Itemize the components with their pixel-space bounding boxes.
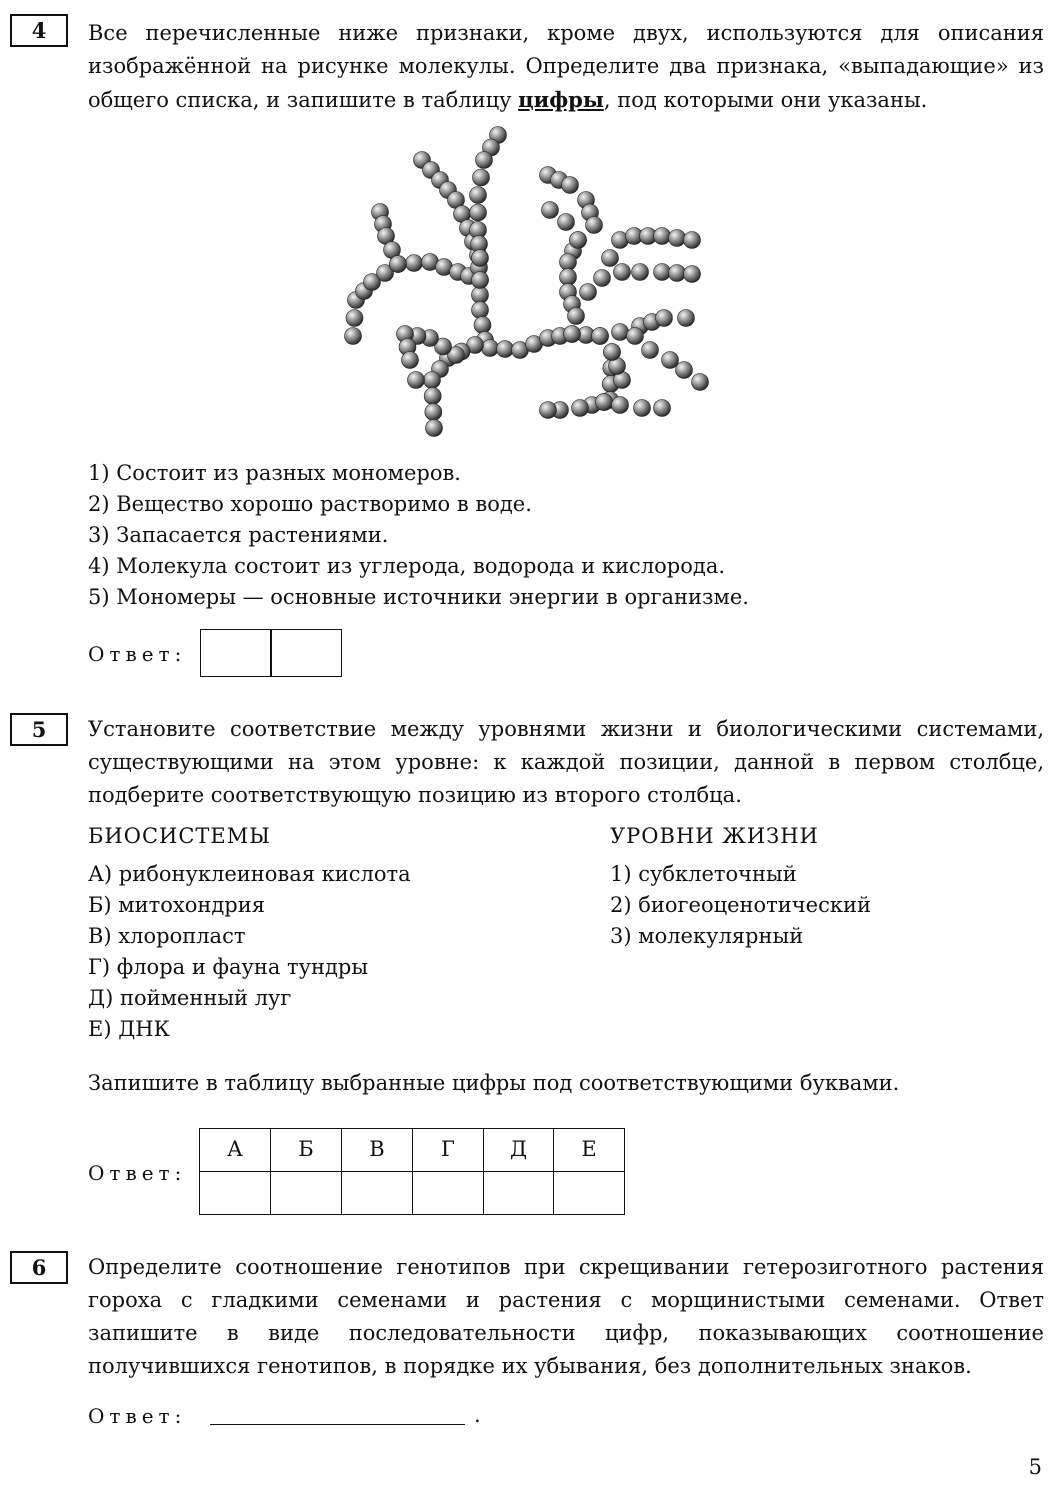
monomer-bead: [656, 310, 673, 327]
monomer-bead: [470, 187, 487, 204]
question-6-text: Определите соотношение генотипов при скрещивании гетерозиготного растения гороха с гладкими семенами и растения с морщинистыми семенами. Ответ запишите в виде последовательности цифр, показывающих соотношение получившихся генотипов, в порядке их убывания, без дополнительных знаков.: [88, 1255, 1044, 1378]
monomer-bead: [612, 397, 629, 414]
question-number-6: 6: [10, 1251, 68, 1284]
question-number-4: 4: [10, 14, 68, 47]
monomer-bead: [482, 340, 499, 357]
monomer-bead: [614, 264, 631, 281]
q6-answer-label: Ответ:: [88, 1404, 187, 1428]
monomer-bead: [560, 269, 577, 286]
monomer-bead: [692, 374, 709, 391]
monomer-bead: [612, 324, 629, 341]
monomer-bead: [678, 310, 695, 327]
monomer-bead: [476, 152, 493, 169]
q5-instruction: Запишите в таблицу выбранные цифры под соответствующими буквами.: [88, 1071, 900, 1095]
monomer-bead: [570, 232, 587, 249]
monomer-bead: [540, 402, 557, 419]
q4-option-2: 2) Вещество хорошо растворимо в воде.: [88, 492, 532, 516]
answer-cell-g[interactable]: [412, 1171, 484, 1215]
biosystem-item-b: Б) митохондрия: [88, 893, 265, 917]
monomer-bead: [470, 204, 487, 221]
monomer-bead: [402, 352, 419, 369]
monomer-bead: [542, 202, 559, 219]
monomer-bead: [406, 255, 423, 272]
monomer-bead: [472, 272, 489, 289]
monomer-bead: [669, 230, 686, 247]
monomer-bead: [564, 326, 581, 343]
monomer-bead: [424, 388, 441, 405]
life-level-1: 1) субклеточный: [610, 862, 797, 886]
q4-option-5: 5) Мономеры — основные источники энергии в организме.: [88, 585, 749, 609]
answer-cell-e[interactable]: [553, 1171, 625, 1215]
table-header-e: Е: [553, 1128, 625, 1172]
q4-option-1: 1) Состоит из разных мономеров.: [88, 461, 461, 485]
monomer-bead: [473, 169, 490, 186]
monomer-bead: [684, 232, 701, 249]
monomer-bead: [562, 177, 579, 194]
monomer-bead: [592, 328, 609, 345]
biosystems-header: БИОСИСТЕМЫ: [88, 824, 271, 848]
emphasis-digits: цифры: [518, 87, 604, 112]
page-number: 5: [1028, 1455, 1042, 1479]
table-header-g: Г: [412, 1128, 484, 1172]
q6-answer-period: .: [474, 1403, 481, 1427]
table-header-v: В: [341, 1128, 413, 1172]
monomer-bead: [497, 341, 514, 358]
monomer-bead: [654, 264, 671, 281]
monomer-bead: [662, 352, 679, 369]
monomer-bead: [472, 250, 489, 267]
q4-answer-label: Ответ:: [88, 642, 187, 666]
monomer-bead: [676, 362, 693, 379]
table-header-b: Б: [270, 1128, 342, 1172]
monomer-bead: [390, 256, 407, 273]
life-level-3: 3) молекулярный: [610, 924, 804, 948]
monomer-bead: [474, 317, 491, 334]
glucose-monomer-chain: [345, 127, 709, 437]
answer-cell-a[interactable]: [199, 1171, 271, 1215]
monomer-bead: [424, 372, 441, 389]
monomer-bead: [604, 344, 621, 361]
q5-answer-label: Ответ:: [88, 1161, 187, 1185]
biosystem-item-a: А) рибонуклеиновая кислота: [88, 862, 411, 886]
monomer-bead: [684, 266, 701, 283]
biosystem-item-e: Е) ДНК: [88, 1017, 170, 1041]
q4-option-4: 4) Молекула состоит из углерода, водорода и кислорода.: [88, 554, 726, 578]
monomer-bead: [602, 250, 619, 267]
q4-answer-cell-1[interactable]: [200, 629, 272, 677]
branched-molecule-illustration: [330, 122, 730, 452]
monomer-bead: [632, 264, 649, 281]
table-header-a: А: [199, 1128, 271, 1172]
biosystem-item-g: Г) флора и фауна тундры: [88, 955, 369, 979]
monomer-bead: [669, 265, 686, 282]
monomer-bead: [426, 420, 443, 437]
monomer-bead: [642, 342, 659, 359]
monomer-bead: [472, 302, 489, 319]
question-4-text: Все перечисленные ниже признаки, кроме двух, используются для описания изображённой на рисунке молекулы. Определите два признака, «выпадающие» из общего списка, и запишите в таблицу цифры, под которыми они указаны.: [88, 21, 1044, 112]
monomer-bead: [346, 310, 363, 327]
monomer-bead: [596, 394, 613, 411]
monomer-bead: [627, 328, 644, 345]
life-levels-header: УРОВНИ ЖИЗНИ: [610, 824, 819, 848]
table-header-d: Д: [483, 1128, 554, 1172]
q6-answer-line[interactable]: [210, 1424, 465, 1425]
monomer-bead: [580, 284, 597, 301]
biosystem-item-v: В) хлоропласт: [88, 924, 246, 948]
monomer-bead: [572, 400, 589, 417]
monomer-bead: [408, 372, 425, 389]
answer-cell-v[interactable]: [341, 1171, 413, 1215]
monomer-bead: [634, 400, 651, 417]
monomer-bead: [560, 254, 577, 271]
biosystem-item-d: Д) пойменный луг: [88, 986, 292, 1010]
answer-cell-d[interactable]: [483, 1171, 554, 1215]
monomer-bead: [594, 270, 611, 287]
q4-option-3: 3) Запасается растениями.: [88, 523, 389, 547]
monomer-bead: [345, 328, 362, 345]
monomer-bead: [558, 214, 575, 231]
question-5-text: Установите соответствие между уровнями жизни и биологическими системами, существующими на этом уровне: к каждой позиции, данной в первом столбце, подберите соответствующую позицию из второго столбца.: [88, 717, 1044, 807]
monomer-bead: [654, 400, 671, 417]
monomer-bead: [425, 404, 442, 421]
monomer-bead: [568, 308, 585, 325]
monomer-bead: [654, 228, 671, 245]
answer-cell-b[interactable]: [270, 1171, 342, 1215]
monomer-bead: [472, 287, 489, 304]
monomer-bead: [586, 217, 603, 234]
life-level-2: 2) биогеоценотический: [610, 893, 871, 917]
q4-answer-cell-2[interactable]: [270, 629, 342, 677]
question-number-5: 5: [10, 713, 68, 746]
